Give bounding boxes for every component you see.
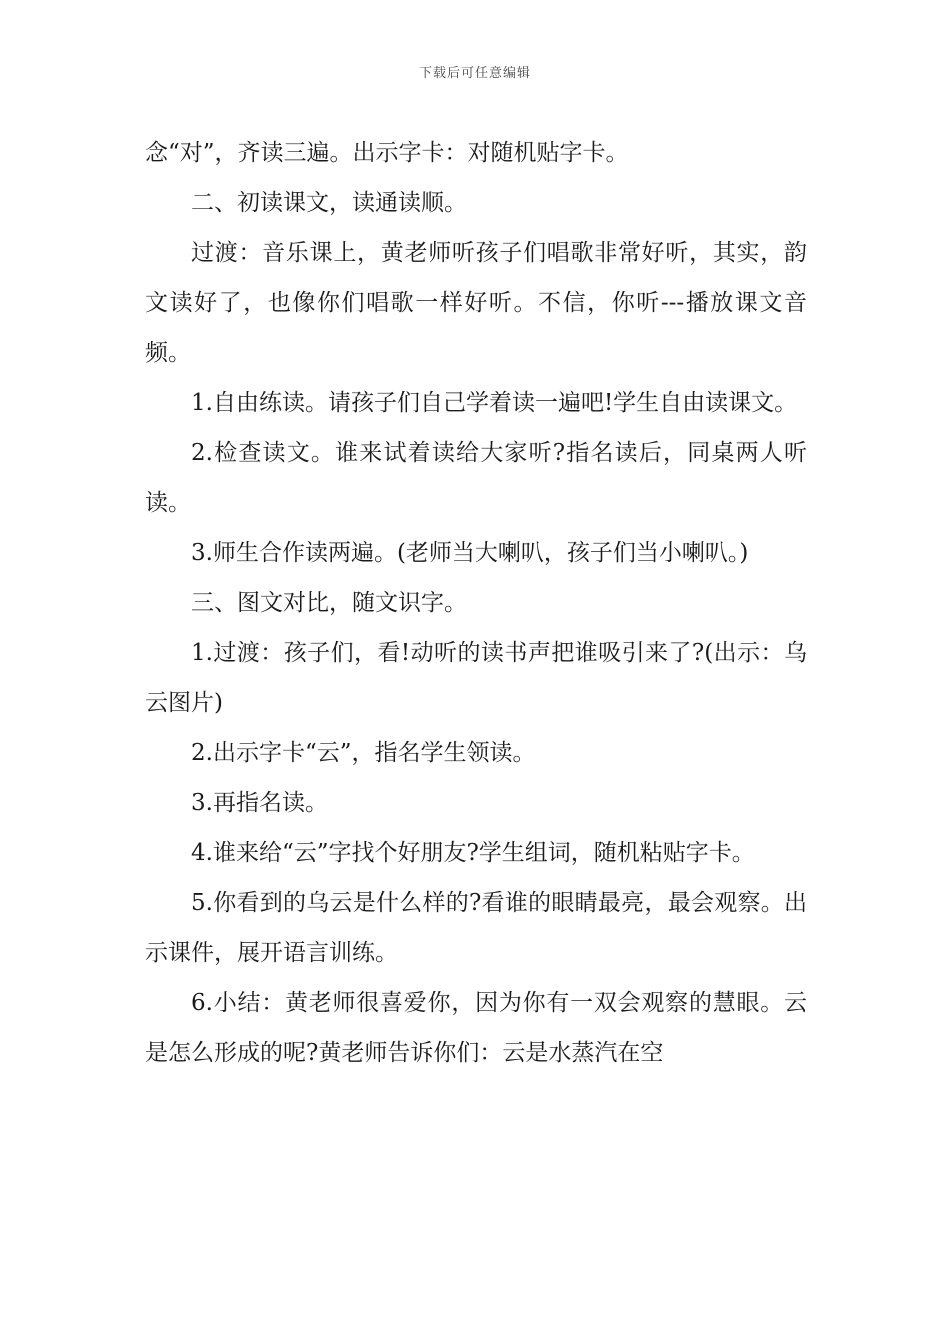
paragraph: 1.自由练读。请孩子们自己学着读一遍吧!学生自由读课文。 (191, 390, 798, 416)
page-header: 下载后可任意编辑 (418, 66, 531, 81)
document-body (145, 128, 807, 1078)
paragraph: 二、初读课文，读通读顺。 (191, 190, 467, 216)
paragraph: 1.过渡：孩子们，看!动听的读书声把谁吸引来了?(出示：乌云图片) (145, 640, 807, 716)
paragraph: 过渡：音乐课上，黄老师听孩子们唱歌非常好听，其实，韵文读好了，也像你们唱歌一样好听。不信，你听---播放课文音频。 (145, 240, 807, 366)
paragraph: 5.你看到的乌云是什么样的?看谁的眼睛最亮，最会观察。出示课件，展开语言训练。 (145, 890, 807, 966)
paragraph: 三、图文对比，随文识字。 (191, 590, 467, 616)
paragraph: 2.出示字卡“云”，指名学生领读。 (191, 740, 536, 766)
paragraph: 3.师生合作读两遍。(老师当大喇叭，孩子们当小喇叭。) (191, 540, 749, 566)
paragraph: 4.谁来给“云”字找个好朋友?学生组词，随机粘贴字卡。 (191, 840, 755, 866)
paragraph: 念“对”，齐读三遍。出示字卡：对随机贴字卡。 (145, 140, 629, 166)
paragraph: 6.小结：黄老师很喜爱你，因为你有一双会观察的慧眼。云是怎么形成的呢?黄老师告诉你们：云是水蒸汽在空 (145, 990, 807, 1066)
paragraph: 2.检查读文。谁来试着读给大家听?指名读后，同桌两人听读。 (145, 440, 807, 516)
paragraph: 3.再指名读。 (191, 790, 328, 816)
